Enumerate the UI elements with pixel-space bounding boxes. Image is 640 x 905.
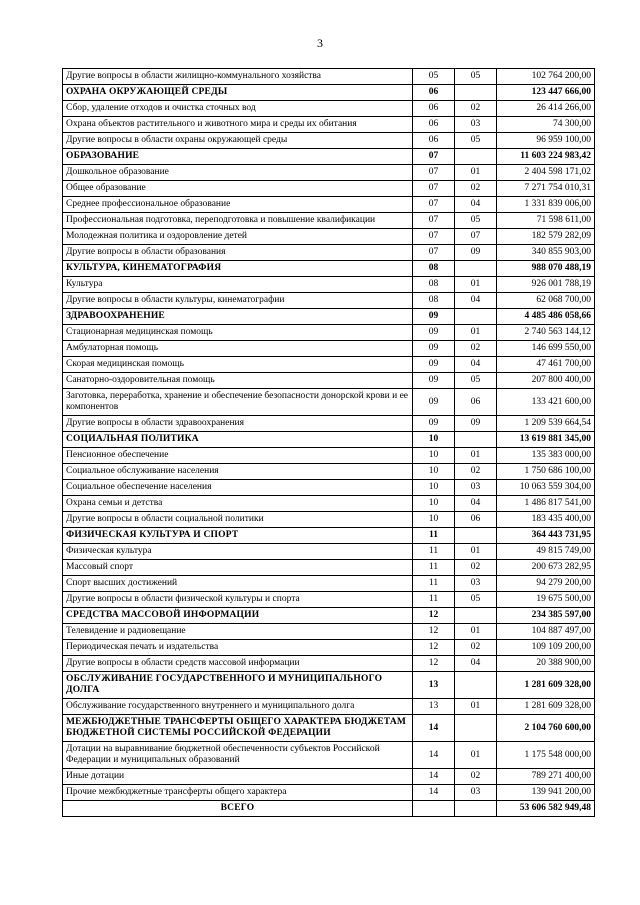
row-amount: 135 383 000,00 (497, 448, 595, 464)
row-subsection-code: 01 (455, 544, 497, 560)
row-name-cell: Культура (63, 277, 413, 293)
row-amount: 182 579 282,09 (497, 229, 595, 245)
row-amount: 139 941 200,00 (497, 785, 595, 801)
row-section-code: 13 (413, 699, 455, 715)
section-row (63, 432, 595, 448)
row-name-cell: Заготовка, переработка, хранение и обеспечение безопасности донорской крови и ее компонентов (63, 389, 413, 416)
row-subsection-code: 01 (455, 325, 497, 341)
row-subsection-code: 02 (455, 341, 497, 357)
row-subsection-code: 04 (455, 293, 497, 309)
row-name-cell: Среднее профессиональное образование (63, 197, 413, 213)
row-amount: 49 815 749,00 (497, 544, 595, 560)
row-name-cell: Другие вопросы в области здравоохранения (63, 416, 413, 432)
row-name-cell: Санаторно-оздоровительная помощь (63, 373, 413, 389)
row-amount: 109 109 200,00 (497, 640, 595, 656)
row-section-code: 13 (413, 672, 455, 699)
row-name-cell: ЗДРАВООХРАНЕНИЕ (63, 309, 413, 325)
row-subsection-code: 02 (455, 560, 497, 576)
row-amount: 26 414 266,00 (497, 101, 595, 117)
row-subsection-code: 05 (455, 373, 497, 389)
row-amount: 74 300,00 (497, 117, 595, 133)
row-subsection-code (455, 608, 497, 624)
row-section-code: 10 (413, 496, 455, 512)
table-row (63, 480, 595, 496)
row-subsection-code (455, 672, 497, 699)
row-name-cell: Физическая культура (63, 544, 413, 560)
row-name-cell: Охрана объектов растительного и животного мира и среды их обитания (63, 117, 413, 133)
total-row (63, 801, 595, 817)
row-subsection-code: 01 (455, 165, 497, 181)
table-row (63, 181, 595, 197)
row-section-code: 09 (413, 341, 455, 357)
row-name-cell: Другие вопросы в области социальной политики (63, 512, 413, 528)
table-row (63, 245, 595, 261)
table-row (63, 389, 595, 416)
row-amount: 1 331 839 006,00 (497, 197, 595, 213)
row-amount: 20 388 900,00 (497, 656, 595, 672)
table-row (63, 656, 595, 672)
table-row (63, 165, 595, 181)
row-amount: 62 068 700,00 (497, 293, 595, 309)
row-subsection-code (455, 85, 497, 101)
row-name-cell: Иные дотации (63, 769, 413, 785)
row-section-code: 07 (413, 181, 455, 197)
row-amount: 1 281 609 328,00 (497, 699, 595, 715)
row-name-cell: Профессиональная подготовка, переподготовка и повышение квалификации (63, 213, 413, 229)
row-section-code: 14 (413, 769, 455, 785)
row-subsection-code: 05 (455, 592, 497, 608)
row-section-code: 09 (413, 325, 455, 341)
row-section-code: 07 (413, 149, 455, 165)
row-name-cell: Телевидение и радиовещание (63, 624, 413, 640)
row-name-cell: Сбор, удаление отходов и очистка сточных вод (63, 101, 413, 117)
row-subsection-code (455, 715, 497, 742)
table-row (63, 341, 595, 357)
row-amount: 94 279 200,00 (497, 576, 595, 592)
table-row (63, 592, 595, 608)
row-section-code: 09 (413, 357, 455, 373)
row-amount: 4 485 486 058,66 (497, 309, 595, 325)
row-subsection-code: 03 (455, 576, 497, 592)
row-amount: 234 385 597,00 (497, 608, 595, 624)
table-row (63, 416, 595, 432)
table-row (63, 325, 595, 341)
row-subsection-code: 02 (455, 464, 497, 480)
row-name-cell: ВСЕГО (63, 801, 413, 817)
row-subsection-code: 02 (455, 181, 497, 197)
row-amount: 340 855 903,00 (497, 245, 595, 261)
section-row (63, 261, 595, 277)
row-subsection-code: 01 (455, 742, 497, 769)
row-subsection-code (455, 149, 497, 165)
row-subsection-code: 07 (455, 229, 497, 245)
row-section-code: 11 (413, 544, 455, 560)
section-row (63, 672, 595, 699)
section-row (63, 715, 595, 742)
row-name-cell: Амбулаторная помощь (63, 341, 413, 357)
row-name-cell: СОЦИАЛЬНАЯ ПОЛИТИКА (63, 432, 413, 448)
table-row (63, 769, 595, 785)
row-section-code: 12 (413, 608, 455, 624)
row-section-code: 09 (413, 416, 455, 432)
row-amount: 2 740 563 144,12 (497, 325, 595, 341)
row-name-cell: Дошкольное образование (63, 165, 413, 181)
row-section-code: 08 (413, 261, 455, 277)
row-subsection-code: 02 (455, 640, 497, 656)
row-amount: 1 750 686 100,00 (497, 464, 595, 480)
row-name-cell: ОБСЛУЖИВАНИЕ ГОСУДАРСТВЕННОГО И МУНИЦИПАЛЬНОГО ДОЛГА (63, 672, 413, 699)
row-subsection-code: 04 (455, 496, 497, 512)
row-amount: 7 271 754 010,31 (497, 181, 595, 197)
row-subsection-code: 02 (455, 101, 497, 117)
row-section-code (413, 801, 455, 817)
row-section-code: 11 (413, 592, 455, 608)
row-amount: 1 486 817 541,00 (497, 496, 595, 512)
section-row (63, 608, 595, 624)
table-row (63, 699, 595, 715)
row-name-cell: ФИЗИЧЕСКАЯ КУЛЬТУРА И СПОРТ (63, 528, 413, 544)
row-name-cell: Другие вопросы в области образования (63, 245, 413, 261)
row-section-code: 10 (413, 464, 455, 480)
row-subsection-code: 01 (455, 624, 497, 640)
row-amount: 123 447 666,00 (497, 85, 595, 101)
table-row (63, 496, 595, 512)
row-name-cell: Другие вопросы в области жилищно-коммунального хозяйства (63, 69, 413, 85)
row-section-code: 06 (413, 117, 455, 133)
table-row (63, 357, 595, 373)
row-name-cell: СРЕДСТВА МАССОВОЙ ИНФОРМАЦИИ (63, 608, 413, 624)
row-amount: 1 281 609 328,00 (497, 672, 595, 699)
section-row (63, 149, 595, 165)
table-row (63, 742, 595, 769)
row-section-code: 08 (413, 277, 455, 293)
row-name-cell: Другие вопросы в области культуры, кинематографии (63, 293, 413, 309)
row-subsection-code: 04 (455, 357, 497, 373)
row-amount: 207 800 400,00 (497, 373, 595, 389)
row-subsection-code: 04 (455, 656, 497, 672)
row-name-cell: Молодежная политика и оздоровление детей (63, 229, 413, 245)
row-subsection-code: 01 (455, 699, 497, 715)
row-name-cell: Общее образование (63, 181, 413, 197)
row-section-code: 11 (413, 576, 455, 592)
row-amount: 13 619 881 345,00 (497, 432, 595, 448)
row-section-code: 10 (413, 512, 455, 528)
row-section-code: 14 (413, 742, 455, 769)
table-row (63, 560, 595, 576)
row-name-cell: Прочие межбюджетные трансферты общего характера (63, 785, 413, 801)
row-amount: 133 421 600,00 (497, 389, 595, 416)
table-row (63, 373, 595, 389)
row-amount: 11 603 224 983,42 (497, 149, 595, 165)
row-section-code: 07 (413, 245, 455, 261)
row-name-cell: Периодическая печать и издательства (63, 640, 413, 656)
row-section-code: 12 (413, 640, 455, 656)
row-amount: 1 209 539 664,54 (497, 416, 595, 432)
row-amount: 47 461 700,00 (497, 357, 595, 373)
row-amount: 102 764 200,00 (497, 69, 595, 85)
table-row (63, 133, 595, 149)
row-amount: 53 606 582 949,48 (497, 801, 595, 817)
row-amount: 2 104 760 600,00 (497, 715, 595, 742)
table-row (63, 277, 595, 293)
row-subsection-code: 06 (455, 512, 497, 528)
row-section-code: 10 (413, 448, 455, 464)
row-subsection-code: 03 (455, 117, 497, 133)
row-amount: 1 175 548 000,00 (497, 742, 595, 769)
table-row (63, 448, 595, 464)
row-name-cell: ОБРАЗОВАНИЕ (63, 149, 413, 165)
row-name-cell: Социальное обслуживание населения (63, 464, 413, 480)
row-section-code: 10 (413, 432, 455, 448)
table-row (63, 197, 595, 213)
row-name-cell: Охрана семьи и детства (63, 496, 413, 512)
section-row (63, 528, 595, 544)
row-section-code: 09 (413, 309, 455, 325)
row-amount: 183 435 400,00 (497, 512, 595, 528)
table-row (63, 785, 595, 801)
row-subsection-code: 01 (455, 277, 497, 293)
row-amount: 789 271 400,00 (497, 769, 595, 785)
row-amount: 104 887 497,00 (497, 624, 595, 640)
table-row (63, 293, 595, 309)
row-name-cell: Обслуживание государственного внутреннего и муниципального долга (63, 699, 413, 715)
row-amount: 19 675 500,00 (497, 592, 595, 608)
row-subsection-code: 05 (455, 69, 497, 85)
table-row (63, 464, 595, 480)
table-row (63, 576, 595, 592)
table-row (63, 213, 595, 229)
table-row (63, 624, 595, 640)
row-subsection-code: 03 (455, 785, 497, 801)
row-subsection-code: 04 (455, 197, 497, 213)
row-name-cell: Другие вопросы в области физической культуры и спорта (63, 592, 413, 608)
table-row (63, 229, 595, 245)
row-amount: 96 959 100,00 (497, 133, 595, 149)
row-section-code: 07 (413, 213, 455, 229)
row-name-cell: Скорая медицинская помощь (63, 357, 413, 373)
table-row (63, 640, 595, 656)
row-subsection-code: 05 (455, 133, 497, 149)
row-subsection-code: 09 (455, 416, 497, 432)
row-subsection-code: 06 (455, 389, 497, 416)
row-subsection-code: 01 (455, 448, 497, 464)
row-amount: 10 063 559 304,00 (497, 480, 595, 496)
row-amount: 988 070 488,19 (497, 261, 595, 277)
row-section-code: 11 (413, 528, 455, 544)
row-subsection-code (455, 801, 497, 817)
row-amount: 364 443 731,95 (497, 528, 595, 544)
row-subsection-code (455, 432, 497, 448)
table-row (63, 69, 595, 85)
row-name-cell: Дотации на выравнивание бюджетной обеспеченности субъектов Российской Федерации и муниципальных образований (63, 742, 413, 769)
row-section-code: 09 (413, 389, 455, 416)
row-amount: 71 598 611,00 (497, 213, 595, 229)
section-row (63, 85, 595, 101)
row-subsection-code: 09 (455, 245, 497, 261)
row-section-code: 12 (413, 624, 455, 640)
row-section-code: 14 (413, 785, 455, 801)
row-name-cell: КУЛЬТУРА, КИНЕМАТОГРАФИЯ (63, 261, 413, 277)
table-row (63, 101, 595, 117)
page-number: 3 (317, 36, 323, 50)
section-row (63, 309, 595, 325)
row-subsection-code (455, 528, 497, 544)
row-section-code: 11 (413, 560, 455, 576)
budget-table (62, 68, 595, 817)
row-name-cell: Стационарная медицинская помощь (63, 325, 413, 341)
row-section-code: 05 (413, 69, 455, 85)
row-name-cell: Социальное обеспечение населения (63, 480, 413, 496)
row-section-code: 06 (413, 101, 455, 117)
row-name-cell: Массовый спорт (63, 560, 413, 576)
row-section-code: 07 (413, 229, 455, 245)
row-amount: 2 404 598 171,02 (497, 165, 595, 181)
row-section-code: 10 (413, 480, 455, 496)
row-name-cell: Пенсионное обеспечение (63, 448, 413, 464)
row-subsection-code: 05 (455, 213, 497, 229)
row-subsection-code: 03 (455, 480, 497, 496)
row-amount: 926 001 788,19 (497, 277, 595, 293)
row-name-cell: ОХРАНА ОКРУЖАЮЩЕЙ СРЕДЫ (63, 85, 413, 101)
row-section-code: 06 (413, 133, 455, 149)
row-section-code: 09 (413, 373, 455, 389)
table-row (63, 512, 595, 528)
row-name-cell: МЕЖБЮДЖЕТНЫЕ ТРАНСФЕРТЫ ОБЩЕГО ХАРАКТЕРА БЮДЖЕТАМ БЮДЖЕТНОЙ СИСТЕМЫ РОССИЙСКОЙ ФЕДЕРАЦИИ (63, 715, 413, 742)
row-section-code: 08 (413, 293, 455, 309)
row-section-code: 06 (413, 85, 455, 101)
row-amount: 200 673 282,95 (497, 560, 595, 576)
row-section-code: 07 (413, 197, 455, 213)
row-name-cell: Спорт высших достижений (63, 576, 413, 592)
row-name-cell: Другие вопросы в области средств массовой информации (63, 656, 413, 672)
table-row (63, 117, 595, 133)
budget-table-body (63, 69, 595, 817)
row-section-code: 12 (413, 656, 455, 672)
row-subsection-code: 02 (455, 769, 497, 785)
row-section-code: 07 (413, 165, 455, 181)
row-name-cell: Другие вопросы в области охраны окружающей среды (63, 133, 413, 149)
row-subsection-code (455, 309, 497, 325)
row-section-code: 14 (413, 715, 455, 742)
table-row (63, 544, 595, 560)
row-subsection-code (455, 261, 497, 277)
row-amount: 146 699 550,00 (497, 341, 595, 357)
